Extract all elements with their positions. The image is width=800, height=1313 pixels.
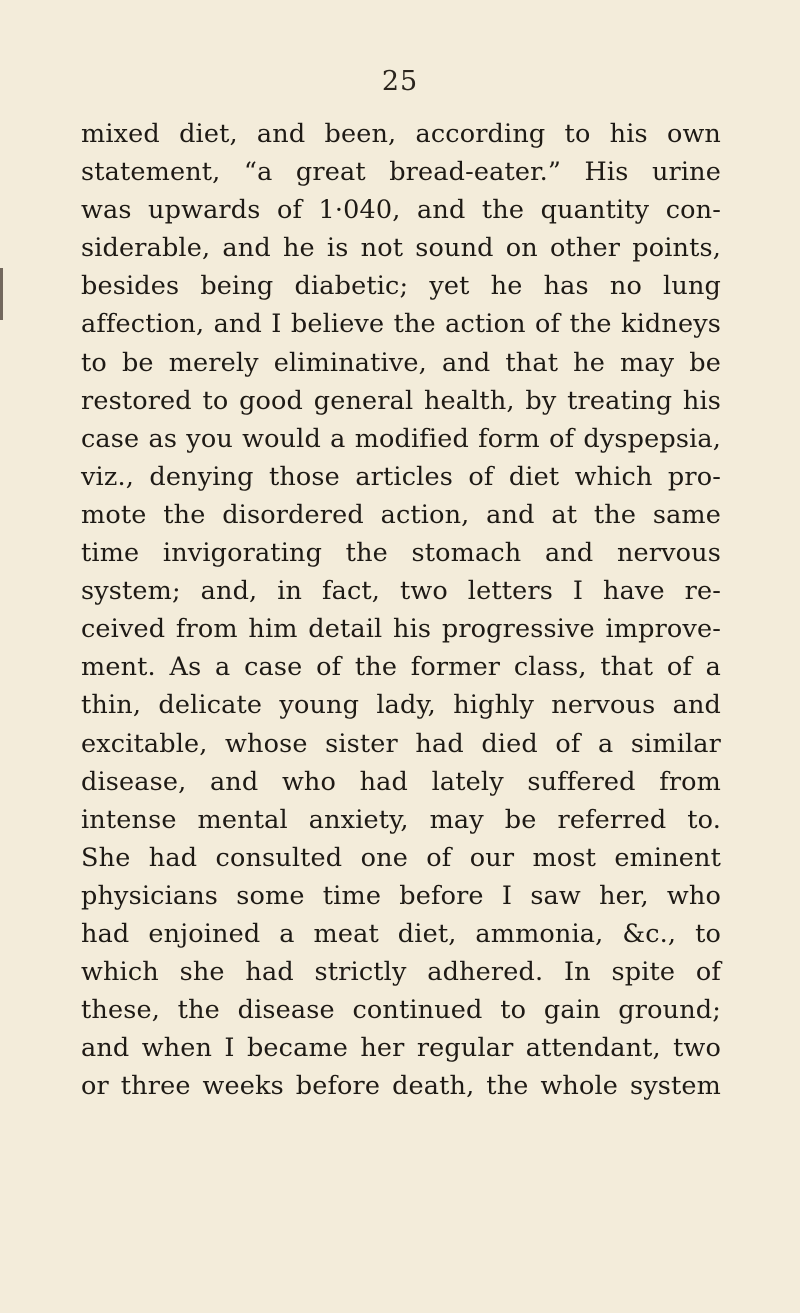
text-line: ceived from him detail his progressive improve-	[81, 614, 721, 645]
text-line: and when I became her regular attendant, two	[81, 1033, 721, 1064]
text-line: mixed diet, and been, according to his own	[81, 119, 721, 149]
text-line: viz., denying those articles of diet which pro-	[81, 461, 721, 492]
text-line: siderable, and he is not sound on other points,	[81, 233, 721, 264]
page-edge-mark	[0, 268, 3, 320]
text-line: She had consulted one of our most eminent	[81, 842, 721, 873]
text-line: to be merely eliminative, and that he may be	[81, 347, 721, 378]
text-line: besides being diabetic; yet he has no lung	[81, 271, 721, 302]
body-text	[81, 115, 721, 1105]
text-line: intense mental anxiety, may be referred to.	[81, 804, 721, 835]
page-number: 25	[381, 66, 419, 97]
text-line: case as you would a modified form of dyspepsia,	[81, 423, 721, 454]
text-line: excitable, whose sister had died of a similar	[81, 728, 721, 759]
text-line: thin, delicate young lady, highly nervous and	[81, 690, 721, 721]
text-line: system; and, in fact, two letters I have re-	[81, 576, 721, 607]
text-line: mote the disordered action, and at the same	[81, 499, 721, 530]
text-line: time invigorating the stomach and nervous	[81, 538, 721, 569]
text-line: statement, “a great bread-eater.” His urine	[81, 157, 721, 188]
text-line: disease, and who had lately suffered from	[81, 766, 721, 797]
text-line: ment. As a case of the former class, that of a	[81, 652, 721, 683]
text-line: affection, and I believe the action of the kidneys	[81, 309, 721, 340]
text-line: restored to good general health, by treating his	[81, 385, 721, 416]
text-line: which she had strictly adhered. In spite of	[81, 957, 721, 988]
text-line: was upwards of 1·040, and the quantity con-	[81, 195, 721, 226]
text-line: had enjoined a meat diet, ammonia, &c., to	[81, 918, 721, 949]
text-line: physicians some time before I saw her, who	[81, 880, 721, 911]
text-line: or three weeks before death, the whole system	[81, 1071, 721, 1102]
text-line: these, the disease continued to gain ground;	[81, 995, 721, 1026]
